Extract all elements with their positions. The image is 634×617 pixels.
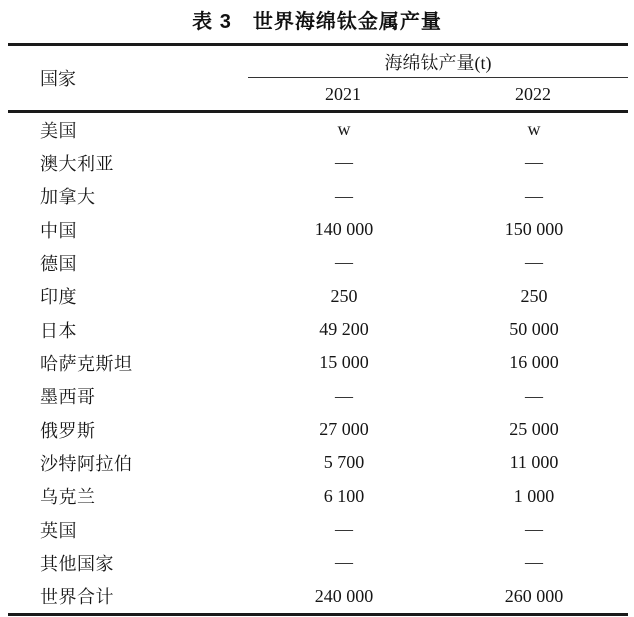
value-2021-cell: 250 [330,285,358,306]
table-row [8,413,628,446]
table-row [8,313,628,346]
value-2021-cell: w [337,119,351,140]
value-2022-cell: 1 000 [513,485,555,506]
value-2021-cell: — [335,519,353,540]
country-cell: 世界合计 [40,587,114,608]
country-cell: 乌克兰 [40,487,96,508]
country-cell: 日本 [40,320,77,341]
value-2022-cell: — [525,385,543,406]
country-cell: 加拿大 [40,187,96,208]
production-table [8,43,628,616]
country-column-header: 国家 [40,69,76,89]
country-cell: 其他国家 [40,553,114,574]
value-2022-cell: — [525,552,543,573]
table-row [8,180,628,213]
table-row [8,280,628,313]
table-row [8,113,628,146]
value-2021-cell: 27 000 [319,419,369,440]
value-2021-cell: 5 700 [323,452,365,473]
year-column-2022: 2022 [515,83,551,104]
table-row [8,480,628,513]
year-header-row [248,78,628,110]
table-row [8,246,628,279]
country-cell: 美国 [40,120,77,141]
country-cell: 中国 [40,220,77,241]
value-2021-cell: — [335,152,353,173]
table-title: 表 3 世界海绵钛金属产量 [192,11,442,33]
value-2021-cell: — [335,185,353,206]
value-2022-cell: — [525,519,543,540]
production-column-group [248,46,628,110]
table-body [8,113,628,616]
country-cell: 沙特阿拉伯 [40,453,133,474]
year-column-2021: 2021 [325,83,361,104]
table-row [8,546,628,579]
country-cell: 印度 [40,287,77,308]
table-row [8,213,628,246]
value-2022-cell: 11 000 [509,452,559,473]
group-header-label: 海绵钛产量(t) [248,46,628,78]
value-2021-cell: 240 000 [314,585,374,606]
value-2022-cell: — [525,152,543,173]
table-row [8,513,628,546]
value-2021-cell: 49 200 [319,319,369,340]
value-2022-cell: 25 000 [509,419,559,440]
value-2022-cell: 150 000 [504,219,564,240]
table-row [8,346,628,379]
value-2021-cell: — [335,385,353,406]
country-cell: 哈萨克斯坦 [40,353,133,374]
value-2022-cell: — [525,252,543,273]
table-row [8,146,628,179]
value-2022-cell: 260 000 [504,585,564,606]
country-cell: 澳大利亚 [40,153,114,174]
value-2021-cell: 15 000 [319,352,369,373]
value-2022-cell: — [525,185,543,206]
country-cell: 墨西哥 [40,387,96,408]
value-2022-cell: 250 [520,285,548,306]
country-cell: 英国 [40,520,77,541]
country-cell: 德国 [40,253,77,274]
value-2022-cell: 16 000 [509,352,559,373]
value-2022-cell: 50 000 [509,319,559,340]
table-row [8,446,628,479]
value-2022-cell: w [527,119,541,140]
value-2021-cell: 140 000 [314,219,374,240]
table-header [8,43,628,113]
table-row [8,580,628,613]
table-row [8,380,628,413]
value-2021-cell: — [335,552,353,573]
value-2021-cell: — [335,252,353,273]
country-cell: 俄罗斯 [40,420,96,441]
value-2021-cell: 6 100 [323,485,365,506]
